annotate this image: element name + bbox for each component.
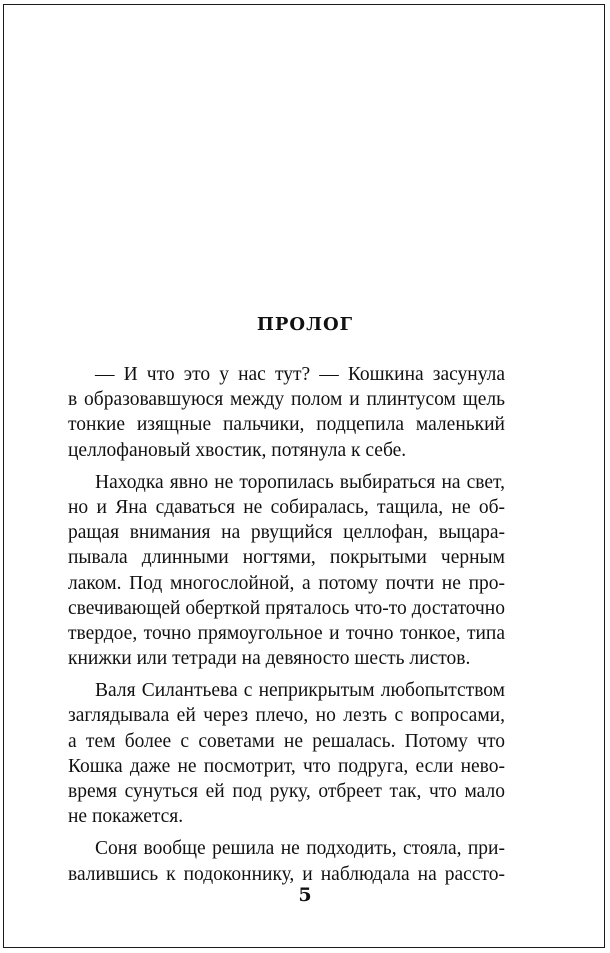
text-line: заглядывала ей через плечо, но лезть с вопросами, <box>68 705 505 727</box>
text-line: Кошка даже не посмотрит, что подруга, если нево- <box>68 755 505 777</box>
text-line: лаком. Под многослойной, а потому почти не про- <box>68 572 505 594</box>
text-line: время сунуться ей под руку, отбреет так, что мало <box>68 781 505 802</box>
text-line: но и Яна сдаваться не собиралась, тащила, не об- <box>68 496 505 518</box>
text-line: ращая внимания на рвущийся целлофан, выцара- <box>68 522 505 544</box>
text-line: в образовавшуюся между полом и плинтусом щель <box>68 389 505 411</box>
text-line: не покажется. <box>68 806 184 828</box>
text-line: твердое, точно прямоугольное и точно тонкое, типа <box>68 622 505 644</box>
text-line: книжки или тетради на девяносто шесть листов. <box>68 648 471 670</box>
text-line: Находка явно не торопилась выбираться на свет, <box>95 471 505 493</box>
text-line: а тем более с советами не решалась. Потому что <box>68 730 505 752</box>
text-line: пывала длинными ногтями, покрытыми черным <box>68 547 505 569</box>
text-line: валившись к подоконнику, и наблюдала на рассто- <box>68 863 505 885</box>
text-line: Соня вообще решила не подходить, стояла, при- <box>95 838 505 860</box>
text-line: — И что это у нас тут? — Кошкина засунула <box>95 364 505 385</box>
text-line: свечивающей оберткой пряталось что-то достаточно <box>68 597 505 619</box>
text-line: тонкие изящные пальчики, подцепила маленький <box>68 414 505 436</box>
body-text <box>68 362 505 887</box>
text-line: целлофановый хвостик, потянула к себе. <box>68 439 407 461</box>
page-number: 5 <box>298 884 312 906</box>
text-line: Валя Силантьева с неприкрытым любопытством <box>95 680 505 702</box>
chapter-title: ПРОЛОГ <box>256 314 354 335</box>
